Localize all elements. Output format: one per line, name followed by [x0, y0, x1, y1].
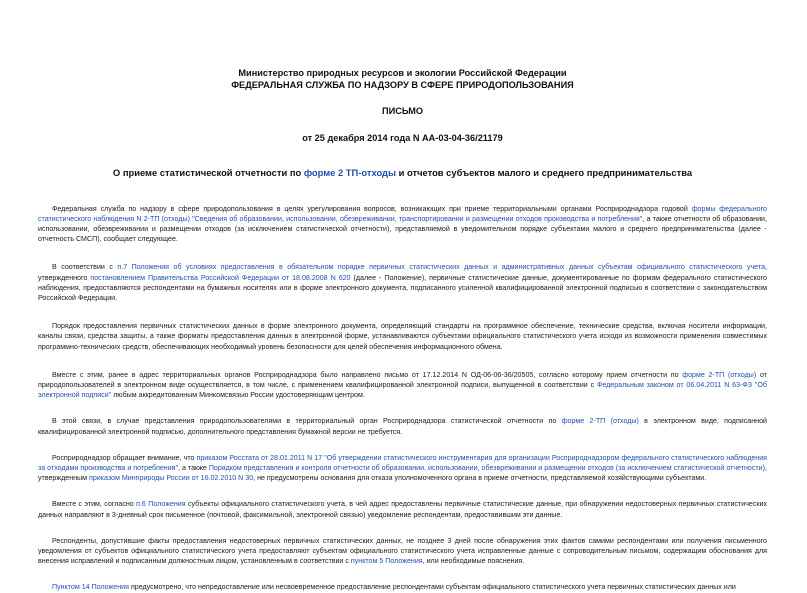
paragraph-text: Росприроднадзор обращает внимание, что: [52, 453, 197, 462]
link-rosstat-order-17[interactable]: приказом Росстата от 28.01.2011 N 17 "Об утверждении статистического инструментария для организации Росприроднадзором федерального статистического наблюдения за отходами производства и потребления": [38, 453, 768, 472]
document-title: [38, 167, 767, 179]
paragraph-text: субъекты официального статистического учета, в чей адрес предоставлены первичные статистические данные, при обнаружении недостоверных первичных статистических данных направляют в 3-дневный срок письменное (почтовой, факсимильной, электронной связью) уведомление респондентам, предоставившим эти данные.: [38, 500, 767, 519]
link-reporting-procedure[interactable]: Порядком представления и контроля отчетности об образовании, использовании, обезвреживании и размещении отходов (за исключением статистической отчетности): [208, 463, 765, 472]
document-body: [38, 204, 767, 593]
paragraph-text: В этой связи, в случае представления природопользователями в территориальный орган Росприроднадзора статистической отчетности по: [52, 417, 562, 426]
paragraph-4: [38, 370, 767, 401]
title-link-form-2tp[interactable]: форме 2 ТП-отходы: [303, 167, 397, 178]
paragraph-text: в электронном виде, подписанной квалифицированной электронной подписью, дополнительного представления бумажной версии не требуется.: [38, 417, 767, 436]
title-text-pre: О приеме статистической отчетности по: [112, 167, 304, 178]
paragraph-text: предусмотрено, что непредоставление или несвоевременное предоставление респондентами субъектам официального статистического учета первичных статистических данных или: [128, 583, 736, 592]
paragraph-text: , или необходимые пояснения.: [422, 557, 525, 566]
paragraph-9: [38, 582, 767, 592]
document-type: ПИСЬМО: [381, 106, 424, 116]
paragraph-text: Вместе с этим, ранее в адрес территориальных органов Росприроднадзора было направлено письмо от 17.12.2014 N ОД-06-06-36/20505, согласно которому прием отчетности по: [52, 370, 683, 379]
link-government-decree-620[interactable]: постановлением Правительства Российской Федерации от 18.08.2008 N 620: [90, 273, 351, 282]
link-form-2tp[interactable]: форме 2-ТП (отходы): [561, 417, 639, 426]
paragraph-8: [38, 536, 767, 567]
paragraph-text: (далее - Положение), первичные статистические данные, документированные по формам федерального статистического наблюдения, предоставляются респондентами на бумажных носителях или в форме электронного документа, подписанного усиленной квалифицированной электронной подписью в соответствии с законодательством Российской Федерации.: [38, 273, 767, 302]
link-regulation-p14[interactable]: Пунктом 14 Положения: [52, 583, 129, 592]
paragraph-5: [38, 416, 767, 436]
link-minprirody-order-30[interactable]: приказом Минприроды России от 16.02.2010 N 30: [89, 474, 254, 483]
paragraph-text: , не предусмотрены основания для отказа уполномоченного органа в приеме отчетности, представляемой хозяйствующими субъектами.: [253, 474, 707, 483]
paragraph-1: [38, 204, 767, 245]
paragraph-text: любым аккредитованным Минкомсвязью России удостоверяющим центром.: [111, 391, 365, 400]
paragraph-text: от природопользователей в электронном виде осуществляется, в том числе, с применением квалифицированной электронной подписи, выпущенной в соответствии с: [38, 370, 767, 389]
link-regulation-p6[interactable]: п.6 Положения: [136, 500, 186, 509]
paragraph-text: Федеральная служба по надзору в сфере природопользования в целях урегулирования вопросов, возникающих при приеме территориальными органами Росприроднадзора годовой: [52, 204, 692, 213]
ministry-name: Министерство природных ресурсов и экологии Российской Федерации: [238, 68, 567, 78]
paragraph-text: Вместе с этим, согласно: [52, 500, 137, 509]
document-date-number: от 25 декабря 2014 года N АА-03-04-36/21179: [302, 132, 503, 143]
paragraph-3: [38, 321, 767, 352]
paragraph-text: , а также отчетности об образовании, использовании, обезвреживании и размещении отходов (за исключением статистической отчетности), представляемой в уведомительном порядке субъектами малого и среднего предпринимательства (далее - отчетность СМСП), сообщает следующее.: [38, 214, 767, 244]
link-regulation-p7[interactable]: п.7 Положения об условиях предоставления в обязательном порядке первичных статистических данных и административных данных субъектам официального статистического учета: [117, 263, 766, 272]
title-text-post: и отчетов субъектов малого и среднего предпринимательства: [396, 167, 693, 178]
paragraph-text: Порядок предоставления первичных статистических данных в форме электронного документа, определяющий стандарты на программное обеспечение, технические средства, включая носители информации, каналы связи, средства защиты, а также форматы предоставления данных в электронной форме, устанавливаются субъектами официального статистического учета исходя из возможности применения совместимых программно-технических средств, обеспечивающих необходимый уровень безопасности для целей обеспечения информационного обмена.: [38, 322, 767, 351]
link-regulation-p5[interactable]: пунктом 5 Положения: [350, 557, 423, 566]
paragraph-2: [38, 262, 767, 303]
paragraph-text: В соответствии с: [52, 263, 118, 272]
paragraph-text: , утвержденного: [38, 263, 767, 282]
link-form-2tp-statistical[interactable]: формы федерального статистического наблюдения N 2-ТП (отходы) "Сведения об образовании, использовании, обезвреживании, транспортировании и размещении отходов производства и потребления": [38, 204, 767, 223]
link-federal-law-63fz[interactable]: Федеральным законом от 06.04.2011 N 63-ФЗ "Об электронной подписи": [38, 380, 767, 400]
link-form-2tp[interactable]: форме 2-ТП (отходы): [682, 370, 757, 379]
paragraph-text: Респонденты, допустившие факты предоставления недостоверных первичных статистических данных, не позднее 3 дней после обнаружения этих фактов самими респондентами или получения письменного уведомления от субъектов официального статистического учета предоставляют субъектам официального статистического учета исправленные данные с сопроводительным письмом, содержащим обоснования для внесения исправлений и подписанным должностным лицом, установленным в соответствии с: [38, 536, 767, 566]
paragraph-text: , утвержденным: [38, 463, 767, 483]
paragraph-7: [38, 499, 767, 519]
service-name: ФЕДЕРАЛЬНАЯ СЛУЖБА ПО НАДЗОРУ В СФЕРЕ ПРИРОДОПОЛЬЗОВАНИЯ: [231, 79, 574, 90]
paragraph-6: [38, 453, 767, 484]
paragraph-text: , а также: [178, 463, 209, 472]
